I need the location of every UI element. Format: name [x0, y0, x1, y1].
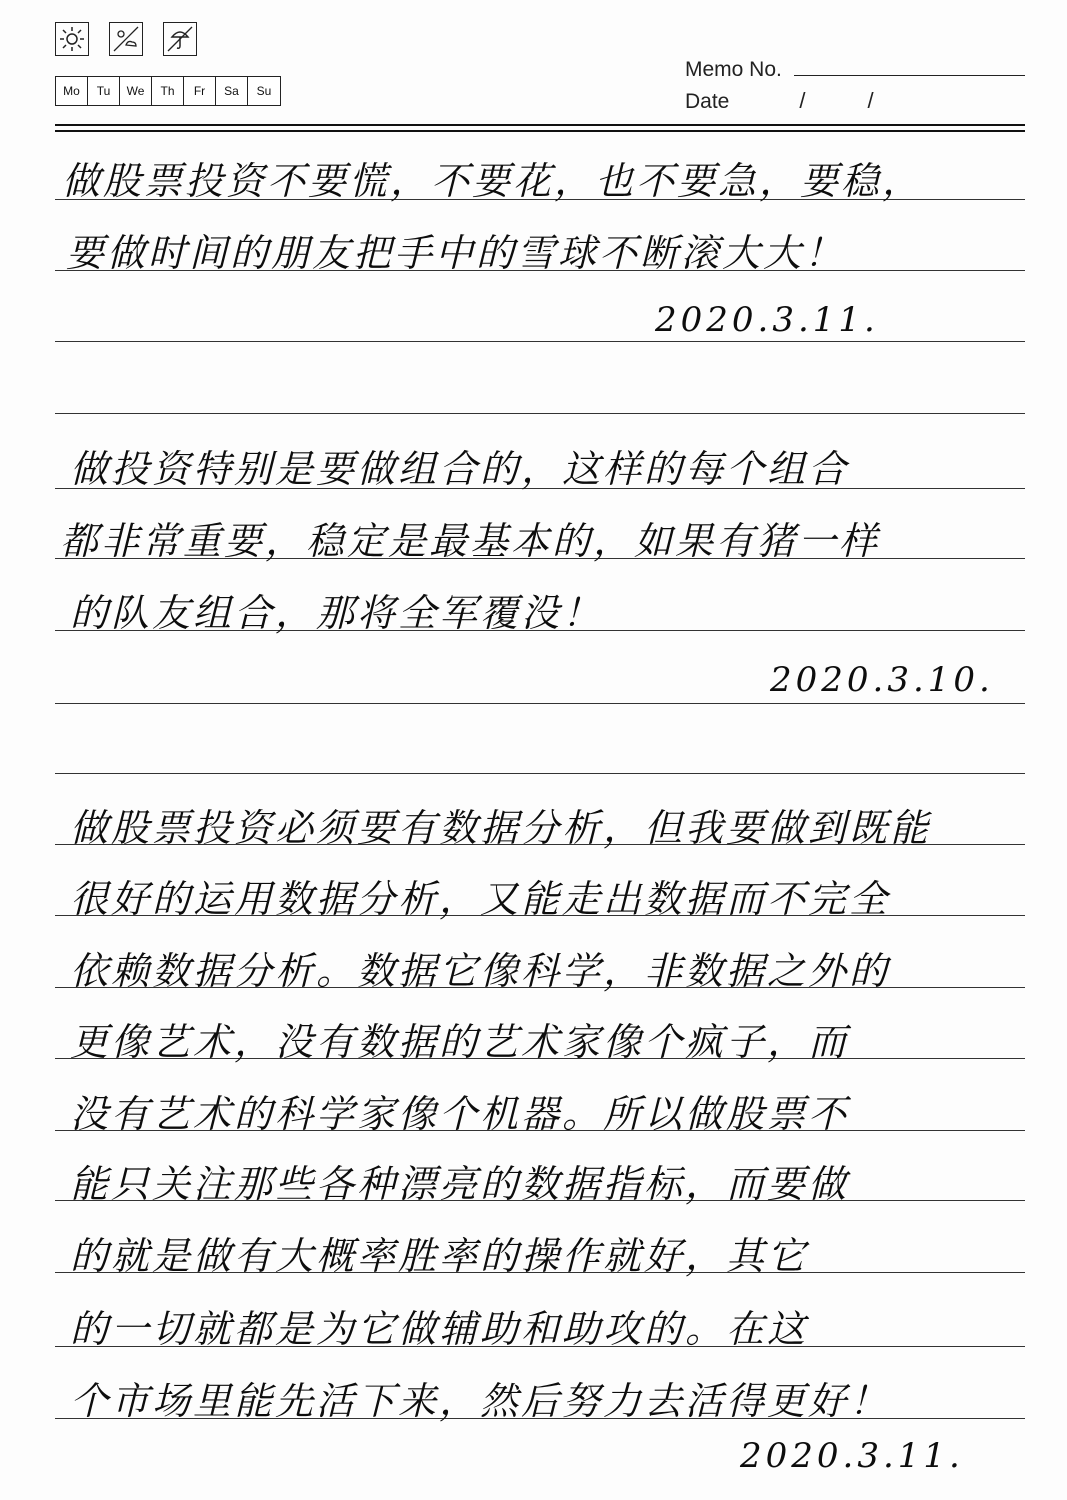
header-rule: [55, 124, 1025, 126]
note-2-line-3: 的队友组合，那将全军覆没！: [70, 591, 604, 635]
date-slash: /: [867, 88, 874, 113]
ruled-line: [55, 341, 1025, 342]
day-th: Th: [152, 77, 184, 105]
memo-number-label: Memo No.: [685, 58, 782, 81]
umbrella-icon: [163, 22, 197, 56]
partly-cloudy-icon: [109, 22, 143, 56]
ruled-line: [55, 413, 1025, 414]
day-mo: Mo: [56, 77, 88, 105]
weekday-selector: [55, 76, 281, 106]
day-fr: Fr: [184, 77, 216, 105]
note-3-line-7: 的就是做有大概率胜率的操作就好，其它: [70, 1234, 809, 1278]
note-2-date: 2020.3.10.: [770, 660, 994, 700]
note-3-line-1: 做股票投资必须要有数据分析，但我要做到既能: [70, 806, 932, 850]
note-3-date: 2020.3.11.: [740, 1436, 964, 1476]
date-row: [685, 82, 1025, 114]
note-1-date: 2020.3.11.: [655, 300, 879, 340]
note-3-line-4: 更像艺术，没有数据的艺术家像个疯子，而: [70, 1020, 850, 1064]
note-3-line-6: 能只关注那些各种漂亮的数据指标，而要做: [70, 1162, 850, 1206]
note-3-line-9: 个市场里能先活下来，然后努力去活得更好！: [70, 1379, 891, 1423]
note-2-line-2: 都非常重要，稳定是最基本的，如果有猪一样: [60, 519, 881, 563]
header-rule: [55, 130, 1025, 132]
date-slash: /: [799, 88, 806, 113]
day-sa: Sa: [216, 77, 248, 105]
note-3-line-5: 没有艺术的科学家像个机器。所以做股票不: [70, 1092, 850, 1136]
note-3-line-3: 依赖数据分析。数据它像科学，非数据之外的: [70, 949, 891, 993]
weather-icons: [55, 22, 197, 56]
ruled-line: [55, 703, 1025, 704]
day-su: Su: [248, 77, 280, 105]
day-we: We: [120, 77, 152, 105]
note-3-line-2: 很好的运用数据分析，又能走出数据而不完全: [70, 877, 891, 921]
memo-number-line: [794, 74, 1025, 76]
day-tu: Tu: [88, 77, 120, 105]
ruled-line: [55, 773, 1025, 774]
note-2-line-1: 做投资特别是要做组合的，这样的每个组合: [70, 447, 850, 491]
memo-number-row: [685, 50, 1025, 82]
date-slashes: [799, 88, 873, 114]
note-1-line-2: 要做时间的朋友把手中的雪球不断滚大大！: [66, 231, 846, 275]
memo-meta: [685, 50, 1025, 114]
date-label: Date: [685, 90, 730, 113]
note-1-line-1: 做股票投资不要慌，不要花，也不要急，要稳，: [62, 159, 924, 203]
sun-icon: [55, 22, 89, 56]
note-3-line-8: 的一切就都是为它做辅助和助攻的。在这: [70, 1307, 809, 1351]
